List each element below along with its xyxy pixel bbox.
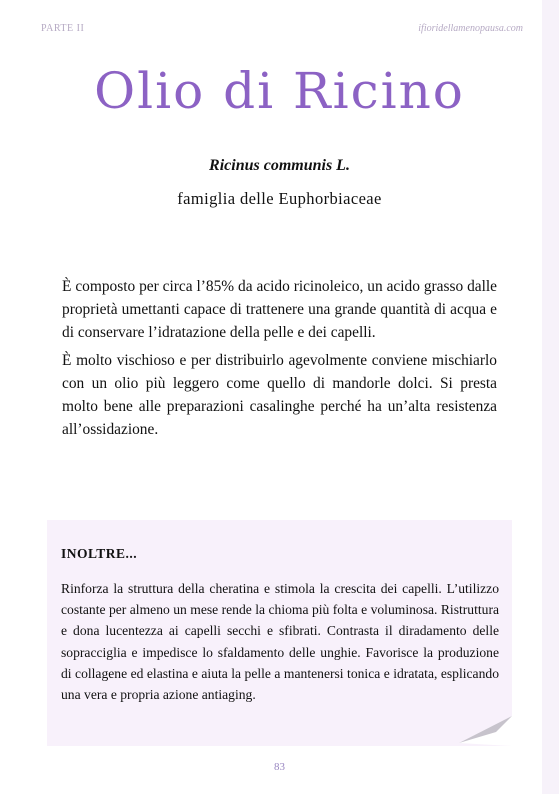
site-name: ifioridellamenopausa.com <box>418 23 523 34</box>
latin-name: Ricinus communis L. <box>209 157 350 174</box>
page-number: 83 <box>274 761 285 773</box>
body-text <box>62 275 497 446</box>
plant-family: famiglia delle Euphorbiaceae <box>177 189 382 208</box>
paragraph: È composto per circa l’85% da acido ricinoleico, un acido grasso dalle proprietà umettanti capace di trattenere una grande quantità di acqua e di conservare l’idratazione della pelle e dei capelli. <box>62 278 497 341</box>
info-box-title: INOLTRE... <box>61 546 138 561</box>
paragraph: È molto vischioso e per distribuirlo agevolmente conviene mischiarlo con un olio più leggero come quello di mandorle dolci. Si presta molto bene alle preparazioni casalinghe perché ha un’alta resistenza all’ossidazione. <box>62 352 497 438</box>
info-box <box>47 520 512 746</box>
page-title: Olio di Ricino <box>94 62 465 120</box>
section-label: PARTE II <box>41 23 85 34</box>
info-box-text: Rinforza la struttura della cheratina e stimola la crescita dei capelli. L’utilizzo costante per almeno un mese rende la chioma più folta e voluminosa. Ristruttura e dona lucentezza ai capelli secchi e sfibrati. Contrasta il diradamento delle sopracciglia e impedisce lo sfaldamento delle unghie. Favorisce la produzione di collagene ed elastina e aiuta la pelle a mantenersi tonica e idratata, esplicando una vera e propria azione antiaging. <box>61 581 499 703</box>
page-curl-icon <box>452 716 512 746</box>
